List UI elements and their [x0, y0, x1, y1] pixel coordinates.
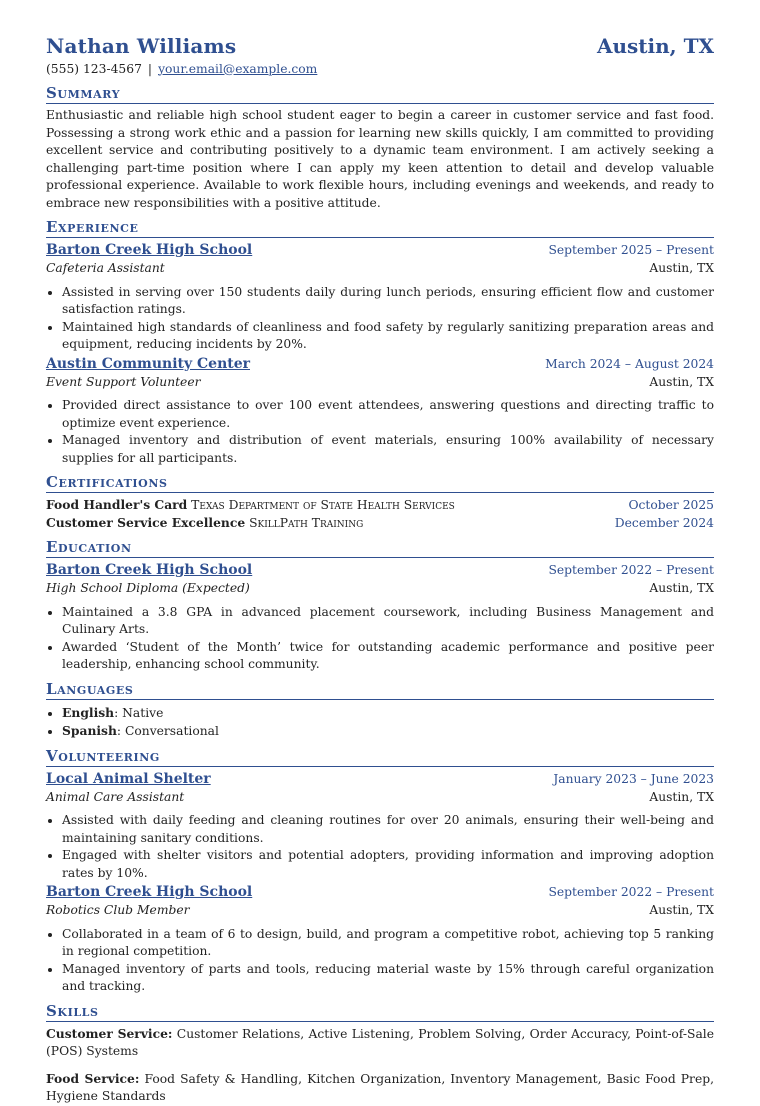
language-level: : Native — [114, 705, 164, 720]
volunteering-bullets — [46, 812, 714, 882]
email-link[interactable]: your.email@example.com — [158, 61, 318, 76]
education-bullets — [46, 604, 714, 674]
certification-name: Food Handler's Card — [46, 497, 188, 512]
education-dates: September 2022 – Present — [548, 563, 714, 577]
section-title-summary: Summary — [46, 84, 714, 104]
list-item: • Collaborated in a team of 6 to design, build, and program a competitive robot, achieving top 5 ranking in regional competition. — [62, 926, 714, 961]
language-name: English — [62, 704, 115, 720]
list-item: • Maintained a 3.8 GPA in advanced placement coursework, including Business Management and Culinary Arts. — [62, 604, 714, 639]
list-item: • Managed inventory and distribution of event materials, ensuring 100% availability of necessary supplies for all participants. — [62, 432, 714, 467]
volunteering-org[interactable]: Local Animal Shelter — [46, 770, 211, 787]
skill-list: Customer Relations, Active Listening, Problem Solving, Order Accuracy, Point-of-Sale (POS) Systems — [46, 1026, 714, 1058]
volunteering-location: Austin, TX — [649, 789, 714, 804]
summary-section — [46, 107, 714, 212]
skill-list: Food Safety & Handling, Kitchen Organization, Inventory Management, Basic Food Prep, Hygiene Standards — [46, 1071, 714, 1103]
volunteering-dates: January 2023 – June 2023 — [553, 771, 714, 786]
skill-row — [46, 1025, 714, 1061]
experience-entry — [46, 355, 714, 468]
list-item — [62, 722, 714, 741]
languages-section — [46, 704, 714, 741]
contact-line — [46, 61, 714, 79]
experience-dates: September 2025 – Present — [548, 243, 714, 257]
list-item: • Managed inventory of parts and tools, reducing material waste by 15% through careful organization and tracking. — [62, 961, 714, 996]
experience-section — [46, 241, 714, 467]
certification-row — [46, 514, 714, 532]
volunteering-section — [46, 770, 714, 996]
volunteering-role: Robotics Club Member — [46, 903, 190, 917]
skill-category: Food Service: — [46, 1070, 140, 1086]
contact-separator: | — [147, 61, 153, 76]
education-degree: High School Diploma (Expected) — [46, 581, 250, 595]
languages-list — [46, 704, 714, 741]
experience-org[interactable]: Austin Community Center — [46, 355, 250, 372]
volunteering-dates: September 2022 – Present — [548, 885, 714, 899]
certification-name: Customer Service Excellence — [46, 515, 246, 530]
section-title-experience: Experience — [46, 218, 714, 238]
experience-role: Event Support Volunteer — [46, 374, 201, 389]
certification-date: December 2024 — [614, 516, 714, 530]
candidate-location: Austin, TX — [596, 34, 714, 58]
volunteering-bullets — [46, 926, 714, 996]
experience-bullets — [46, 284, 714, 354]
certification-date: October 2025 — [628, 498, 714, 512]
summary-text: Enthusiastic and reliable high school student eager to begin a career in customer service and fast food. Possessing a strong work ethic and a passion for learning new skills quickly, I am committed to providing excellent service and contributing positively to a dynamic team environment. I am actively seeking a challenging part-time position where I can apply my keen attention to detail and develop valuable professional experience. Available to work flexible hours, including evenings and weekends, and ready to embrace new responsibilities with a positive attitude. — [46, 108, 714, 210]
experience-role: Cafeteria Assistant — [46, 261, 165, 275]
certification-issuer: Texas Department of State Health Services — [191, 498, 455, 512]
experience-entry — [46, 241, 714, 354]
volunteering-org[interactable]: Barton Creek High School — [46, 884, 253, 900]
section-title-skills: Skills — [46, 1002, 714, 1022]
certifications-section — [46, 496, 714, 532]
list-item: • Maintained high standards of cleanliness and food safety by regularly sanitizing preparation areas and equipment, reducing incidents by 20%. — [62, 319, 714, 354]
skills-section — [46, 1025, 714, 1106]
language-level: : Conversational — [116, 724, 219, 738]
education-section — [46, 561, 714, 674]
education-location: Austin, TX — [649, 581, 714, 595]
volunteering-entry — [46, 883, 714, 996]
section-title-volunteering: Volunteering — [46, 747, 714, 767]
education-org[interactable]: Barton Creek High School — [46, 562, 253, 578]
experience-dates: March 2024 – August 2024 — [545, 356, 714, 371]
resume-header — [46, 34, 714, 58]
list-item: • Engaged with shelter visitors and potential adopters, providing information and improving adoption rates by 10%. — [62, 847, 714, 882]
education-entry — [46, 561, 714, 674]
experience-location: Austin, TX — [649, 374, 714, 389]
volunteering-entry — [46, 770, 714, 883]
list-item: • Awarded ‘Student of the Month’ twice for outstanding academic performance and positive peer leadership, enhancing school community. — [62, 639, 714, 674]
experience-bullets — [46, 397, 714, 467]
section-title-education: Education — [46, 538, 714, 558]
language-name: Spanish — [62, 723, 117, 738]
phone-number: (555) 123-4567 — [46, 61, 142, 76]
skill-category: Customer Service: — [46, 1025, 173, 1041]
certification-issuer: SkillPath Training — [249, 516, 364, 530]
list-item: • Assisted with daily feeding and cleaning routines for over 20 animals, ensuring their well-being and maintaining sanitary conditions. — [62, 812, 714, 847]
list-item: • Assisted in serving over 150 students daily during lunch periods, ensuring efficient flow and customer satisfaction ratings. — [62, 284, 714, 319]
section-title-certifications: Certifications — [46, 473, 714, 493]
volunteering-location: Austin, TX — [649, 903, 714, 917]
certification-row — [46, 496, 714, 514]
volunteering-role: Animal Care Assistant — [46, 789, 185, 804]
experience-org[interactable]: Barton Creek High School — [46, 242, 253, 258]
section-title-languages: Languages — [46, 680, 714, 700]
candidate-name: Nathan Williams — [46, 34, 237, 58]
list-item: • Provided direct assistance to over 100 event attendees, answering questions and directing traffic to optimize event experience. — [62, 397, 714, 432]
experience-location: Austin, TX — [649, 261, 714, 275]
list-item — [62, 704, 714, 723]
